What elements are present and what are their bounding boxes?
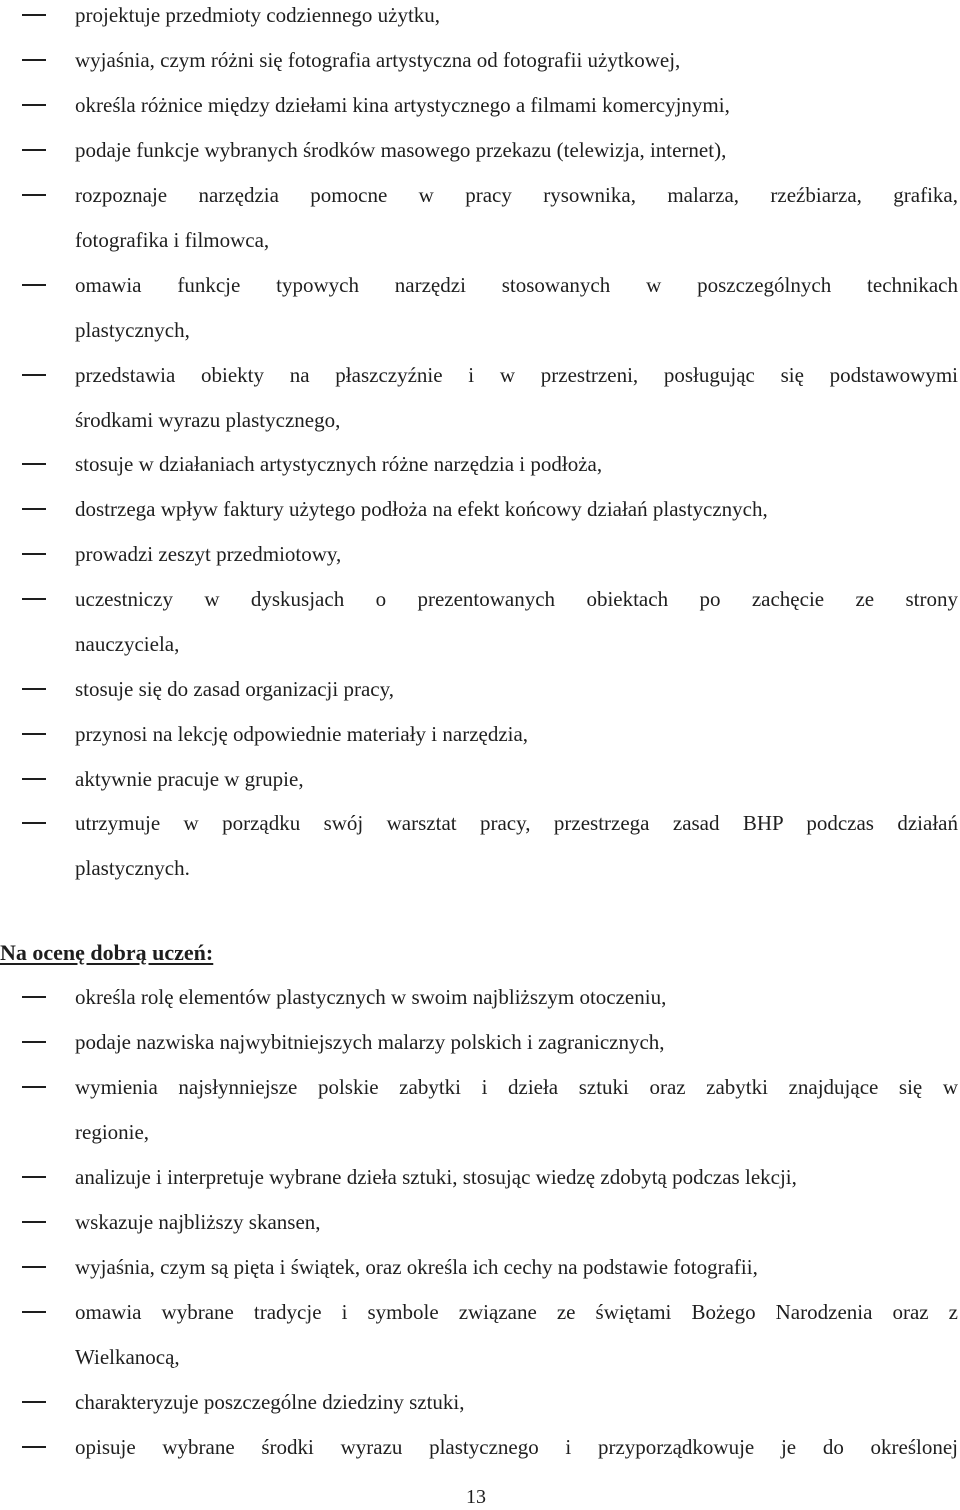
list-item-text-line: prowadzi zeszyt przedmiotowy, bbox=[75, 542, 342, 566]
list-item-text-line: stosuje się do zasad organizacji pracy, bbox=[75, 677, 394, 701]
dash-bullet-icon bbox=[22, 822, 46, 824]
dash-bullet-icon bbox=[22, 1446, 46, 1448]
list-item-text-line: analizuje i interpretuje wybrane dzieła sztuki, stosując wiedzę zdobytą podczas lekcji, bbox=[75, 1165, 797, 1189]
list-item-text-line: plastycznych. bbox=[75, 856, 190, 880]
dash-bullet-icon bbox=[22, 104, 46, 106]
dash-bullet-icon bbox=[22, 508, 46, 510]
dash-bullet-icon bbox=[22, 1041, 46, 1043]
dash-bullet-icon bbox=[22, 598, 46, 600]
list-item-text-line: plastycznych, bbox=[75, 318, 190, 342]
list-item-text-line: nauczyciela, bbox=[75, 632, 180, 656]
dash-bullet-icon bbox=[22, 284, 46, 286]
list-item-text-line: stosuje w działaniach artystycznych różne narzędzia i podłoża, bbox=[75, 452, 603, 476]
list-item-text-line: regionie, bbox=[75, 1120, 150, 1144]
dash-bullet-icon bbox=[22, 1266, 46, 1268]
section-heading-grade-good: Na ocenę dobrą uczeń: bbox=[0, 940, 214, 965]
list-item-text-line: określa różnice między dziełami kina artystycznego a filmami komercyjnymi, bbox=[75, 93, 730, 117]
list-item-text-line: środkami wyrazu plastycznego, bbox=[75, 408, 341, 432]
list-item-text-line: opisuje wybrane środki wyrazu plastycznego i przyporządkowuje je do określonej bbox=[75, 1435, 958, 1459]
dash-bullet-icon bbox=[22, 463, 46, 465]
list-item-text-line: charakteryzuje poszczególne dziedziny sztuki, bbox=[75, 1390, 465, 1414]
dash-bullet-icon bbox=[22, 553, 46, 555]
list-item-text-line: rozpoznaje narzędzia pomocne w pracy rysownika, malarza, rzeźbiarza, grafika, bbox=[75, 183, 958, 207]
list-item-text-line: omawia funkcje typowych narzędzi stosowanych w poszczególnych technikach bbox=[75, 273, 958, 297]
list-item-text-line: omawia wybrane tradycje i symbole związane ze świętami Bożego Narodzenia oraz z bbox=[75, 1300, 958, 1324]
dash-bullet-icon bbox=[22, 1221, 46, 1223]
list-item-text-line: wyjaśnia, czym są pięta i świątek, oraz określa ich cechy na podstawie fotografii, bbox=[75, 1255, 758, 1279]
dash-bullet-icon bbox=[22, 996, 46, 998]
list-item-text-line: przedstawia obiekty na płaszczyźnie i w przestrzeni, posługując się podstawowymi bbox=[75, 363, 958, 387]
list-item-text-line: wymienia najsłynniejsze polskie zabytki i dzieła sztuki oraz zabytki znajdujące się w bbox=[75, 1075, 958, 1099]
dash-bullet-icon bbox=[22, 1401, 46, 1403]
dash-bullet-icon bbox=[22, 59, 46, 61]
list-item-text-line: utrzymuje w porządku swój warsztat pracy, przestrzega zasad BHP podczas działań bbox=[75, 811, 958, 835]
list-item-text-line: podaje nazwiska najwybitniejszych malarzy polskich i zagranicznych, bbox=[75, 1030, 665, 1054]
dash-bullet-icon bbox=[22, 149, 46, 151]
list-item-text-line: fotografika i filmowca, bbox=[75, 228, 270, 252]
list-item-text-line: aktywnie pracuje w grupie, bbox=[75, 767, 304, 791]
list-item-text-line: przynosi na lekcję odpowiednie materiały i narzędzia, bbox=[75, 722, 529, 746]
dash-bullet-icon bbox=[22, 688, 46, 690]
list-item-text-line: Wielkanocą, bbox=[75, 1345, 180, 1369]
dash-bullet-icon bbox=[22, 733, 46, 735]
list-item-text-line: wyjaśnia, czym różni się fotografia artystyczna od fotografii użytkowej, bbox=[75, 48, 681, 72]
dash-bullet-icon bbox=[22, 778, 46, 780]
page-number: 13 bbox=[466, 1486, 486, 1508]
list-item-text-line: określa rolę elementów plastycznych w swoim najbliższym otoczeniu, bbox=[75, 985, 667, 1009]
list-item-text-line: dostrzega wpływ faktury użytego podłoża na efekt końcowy działań plastycznych, bbox=[75, 497, 768, 521]
dash-bullet-icon bbox=[22, 374, 46, 376]
list-item-text-line: podaje funkcje wybranych środków masowego przekazu (telewizja, internet), bbox=[75, 138, 727, 162]
list-item-text-line: uczestniczy w dyskusjach o prezentowanych obiektach po zachęcie ze strony bbox=[75, 587, 958, 611]
list-item-text-line: wskazuje najbliższy skansen, bbox=[75, 1210, 321, 1234]
list-item-text-line: projektuje przedmioty codziennego użytku, bbox=[75, 3, 441, 27]
dash-bullet-icon bbox=[22, 1176, 46, 1178]
dash-bullet-icon bbox=[22, 1311, 46, 1313]
dash-bullet-icon bbox=[22, 14, 46, 16]
dash-bullet-icon bbox=[22, 194, 46, 196]
dash-bullet-icon bbox=[22, 1086, 46, 1088]
